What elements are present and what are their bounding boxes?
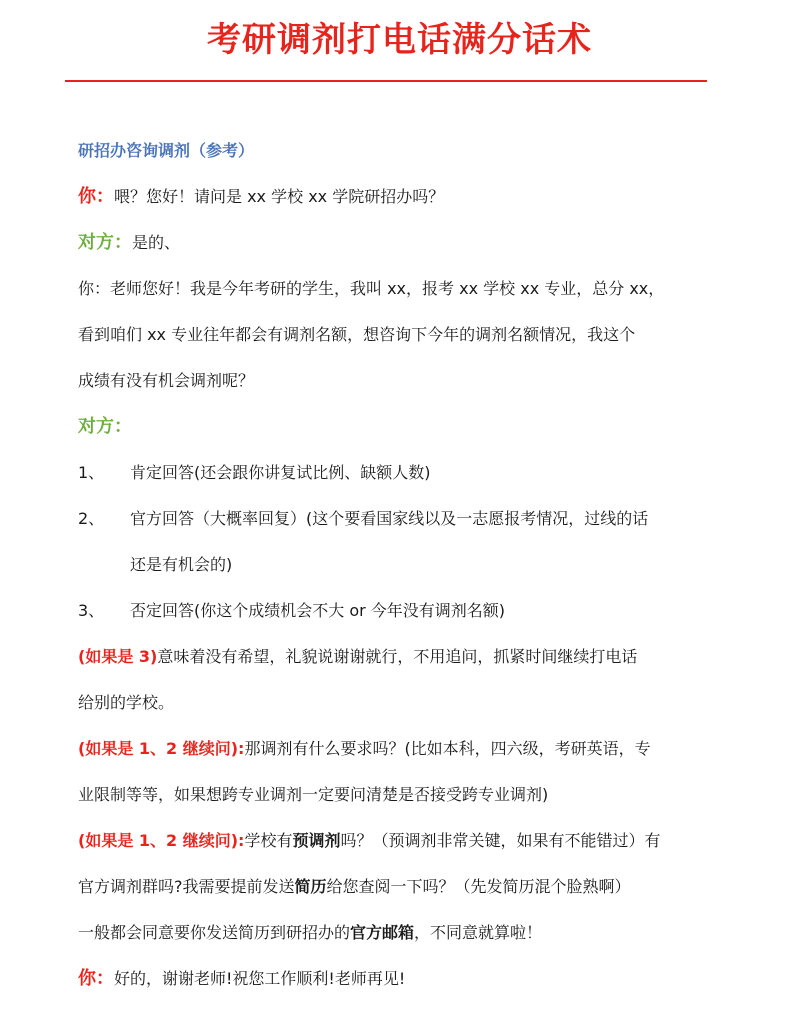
- speaker-you-label: 你：: [78, 186, 114, 207]
- page-title: 考研调剂打电话满分话术: [207, 20, 592, 60]
- paragraph-line: 给别的学校。: [78, 693, 175, 712]
- dialogue-text: 好的，谢谢老师!祝您工作顺利!老师再见!: [114, 969, 406, 988]
- paragraph-text: 官方调剂群吗?我需要提前发送: [78, 877, 295, 896]
- list-number: 1、: [78, 463, 105, 482]
- title-divider: [65, 80, 707, 82]
- list-item-continuation: 还是有机会的): [130, 555, 233, 574]
- paragraph-text: 那调剂有什么要求吗？(比如本科，四六级，考研英语，专: [244, 739, 651, 758]
- section-heading: [78, 128, 728, 174]
- dialogue-line: [78, 956, 728, 1002]
- section-title: 研招办咨询调剂（参考）: [78, 141, 255, 160]
- paragraph-line: [78, 864, 728, 910]
- dialogue-line: [78, 174, 728, 220]
- paragraph-line: [78, 910, 728, 956]
- list-item: [78, 496, 728, 542]
- paragraph-text: 意味着没有希望，礼貌说谢谢就行，不用追问，抓紧时间继续打电话: [157, 647, 638, 666]
- paragraph-text: 吗？（预调剂非常关键，如果有不能错过）有: [340, 831, 661, 850]
- paragraph-text: 学校有: [244, 831, 293, 850]
- document-body: [78, 128, 728, 1002]
- dialogue-line: [78, 220, 728, 266]
- paragraph-line: 业限制等等，如果想跨专业调剂一定要问清楚是否接受跨专业调剂): [78, 785, 549, 804]
- condition-label: (如果是 1、2 继续问):: [78, 831, 245, 850]
- speaker-other-label: 对方：: [78, 416, 132, 437]
- list-number: 2、: [78, 509, 105, 528]
- emphasis-text: 简历: [294, 877, 327, 896]
- list-text: 官方回答（大概率回复）(这个要看国家线以及一志愿报考情况，过线的话: [130, 509, 649, 528]
- paragraph-line: 你：老师您好！我是今年考研的学生，我叫 xx，报考 xx 学校 xx 专业，总分 xx，: [78, 279, 665, 298]
- condition-label: (如果是 1、2 继续问):: [78, 739, 245, 758]
- list-item: [78, 450, 728, 496]
- paragraph-line: [78, 634, 728, 680]
- condition-label: (如果是 3): [78, 647, 158, 666]
- paragraph-text: 一般都会同意要你发送简历到研招办的: [78, 923, 351, 942]
- paragraph-line: 成绩有没有机会调剂呢？: [78, 371, 255, 390]
- list-text: 否定回答(你这个成绩机会不大 or 今年没有调剂名额): [130, 601, 506, 620]
- speaker-other-label: 对方：: [78, 232, 132, 253]
- paragraph-line: 看到咱们 xx 专业往年都会有调剂名额，想咨询下今年的调剂名额情况，我这个: [78, 325, 636, 344]
- list-text: 肯定回答(还会跟你讲复试比例、缺额人数): [130, 463, 431, 482]
- paragraph-text: ，不同意就算啦！: [414, 923, 543, 942]
- paragraph-line: [78, 818, 728, 864]
- list-number: 3、: [78, 601, 105, 620]
- emphasis-text: 预调剂: [292, 831, 341, 850]
- paragraph-line: [78, 726, 728, 772]
- dialogue-text: 是的、: [132, 233, 181, 252]
- emphasis-text: 官方邮箱: [350, 923, 415, 942]
- speaker-you-label: 你：: [78, 968, 114, 989]
- dialogue-line: [78, 404, 728, 450]
- paragraph-text: 给您查阅一下吗？（先发简历混个脸熟啊）: [326, 877, 631, 896]
- dialogue-text: 喂？您好！请问是 xx 学校 xx 学院研招办吗？: [114, 187, 445, 206]
- list-item: [78, 588, 728, 634]
